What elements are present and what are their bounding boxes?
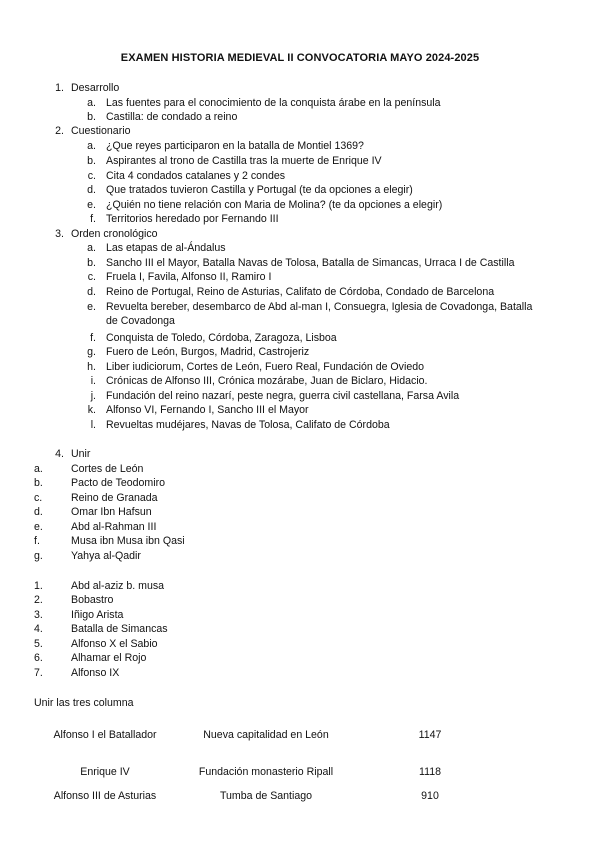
list-item: Revuelta bereber, desembarco de Abd al-man I, Consuegra, Iglesia de Covadonga, Batalla <box>106 301 533 313</box>
three-columns-heading: Unir las tres columna <box>34 697 134 709</box>
column-1-cell: Enrique IV <box>80 766 130 778</box>
list-item-marker: c. <box>87 170 96 182</box>
list-item-marker: f. <box>90 332 96 344</box>
list-item-marker: d. <box>87 184 96 196</box>
list-item: Fuero de León, Burgos, Madrid, Castrojeriz <box>106 346 310 358</box>
list-item: Las fuentes para el conocimiento de la conquista árabe en la península <box>106 97 441 109</box>
list-item-marker: k. <box>87 404 96 416</box>
list-item: Crónicas de Alfonso III, Crónica mozárabe, Juan de Biclaro, Hidacio. <box>106 375 428 387</box>
match-letter-item: Reino de Granada <box>71 492 158 504</box>
list-item-marker: i. <box>90 375 96 387</box>
match-number-marker: 2. <box>34 594 43 606</box>
match-letter-marker: a. <box>34 463 43 475</box>
match-letter-item: Yahya al-Qadir <box>71 550 141 562</box>
list-item-marker: e. <box>87 301 96 313</box>
match-number-item: Iñigo Arista <box>71 609 124 621</box>
match-letter-item: Pacto de Teodomiro <box>71 477 166 489</box>
list-item-marker: b. <box>87 111 96 123</box>
section-4-heading: Unir <box>71 448 91 460</box>
list-item-marker: f. <box>90 213 96 225</box>
list-item: Fundación del reino nazarí, peste negra, guerra civil castellana, Farsa Avila <box>106 390 460 402</box>
match-letter-marker: b. <box>34 477 43 489</box>
list-item: Castilla: de condado a reino <box>106 111 238 123</box>
column-3-cell: 1147 <box>418 729 442 741</box>
match-letter-marker: g. <box>34 550 43 562</box>
match-letter-marker: d. <box>34 506 43 518</box>
match-letter-marker: c. <box>34 492 43 504</box>
list-item: ¿Que reyes participaron en la batalla de Montiel 1369? <box>106 140 364 152</box>
match-number-item: Batalla de Simancas <box>71 623 168 635</box>
column-2-cell: Tumba de Santiago <box>219 790 313 802</box>
match-number-marker: 3. <box>34 609 43 621</box>
section-4-number: 4. <box>55 448 64 460</box>
column-2-cell: Nueva capitalidad en León <box>203 729 329 741</box>
list-item: Revueltas mudéjares, Navas de Tolosa, Califato de Córdoba <box>106 419 390 431</box>
match-number-marker: 5. <box>34 638 43 650</box>
page-title: EXAMEN HISTORIA MEDIEVAL II CONVOCATORIA MAYO 2024-2025 <box>120 52 480 64</box>
match-letter-marker: f. <box>34 535 40 547</box>
list-item: Las etapas de al-Ándalus <box>106 242 226 254</box>
match-letter-item: Musa ibn Musa ibn Qasi <box>71 535 185 547</box>
list-item-marker: l. <box>90 419 96 431</box>
list-item: Aspirantes al trono de Castilla tras la muerte de Enrique IV <box>106 155 382 167</box>
match-number-marker: 4. <box>34 623 43 635</box>
section-3-heading: Orden cronológico <box>71 228 158 240</box>
column-3-cell: 1118 <box>419 766 441 778</box>
match-number-item: Abd al-aziz b. musa <box>71 580 165 592</box>
list-item: Cita 4 condados catalanes y 2 condes <box>106 170 286 182</box>
match-number-item: Alhamar el Rojo <box>71 652 147 664</box>
list-item: ¿Quién no tiene relación con Maria de Molina? (te da opciones a elegir) <box>106 199 443 211</box>
list-item-marker: a. <box>87 140 96 152</box>
list-item-marker: a. <box>87 242 96 254</box>
section-2-number: 2. <box>55 125 64 137</box>
match-letter-item: Abd al-Rahman III <box>71 521 157 533</box>
list-item-continuation: de Covadonga <box>106 315 175 327</box>
section-3-number: 3. <box>55 228 64 240</box>
list-item: Territorios heredado por Fernando III <box>106 213 279 225</box>
match-number-item: Bobastro <box>71 594 114 606</box>
list-item: Sancho III el Mayor, Batalla Navas de Tolosa, Batalla de Simancas, Urraca I de Castilla <box>106 257 515 269</box>
column-1-cell: Alfonso III de Asturias <box>53 790 157 802</box>
match-number-marker: 6. <box>34 652 43 664</box>
list-item-marker: b. <box>87 155 96 167</box>
match-letter-item: Omar Ibn Hafsun <box>71 506 152 518</box>
list-item-marker: e. <box>87 199 96 211</box>
list-item-marker: h. <box>87 361 96 373</box>
list-item: Liber iudiciorum, Cortes de León, Fuero Real, Fundación de Oviedo <box>106 361 424 373</box>
section-1-heading: Desarrollo <box>71 82 120 94</box>
match-number-item: Alfonso X el Sabio <box>71 638 158 650</box>
list-item: Alfonso VI, Fernando I, Sancho III el Mayor <box>106 404 309 416</box>
list-item-marker: j. <box>90 390 96 402</box>
list-item-marker: c. <box>87 271 96 283</box>
list-item: Fruela I, Favila, Alfonso II, Ramiro I <box>106 271 272 283</box>
column-3-cell: 910 <box>421 790 439 802</box>
section-2-heading: Cuestionario <box>71 125 131 137</box>
list-item-marker: b. <box>87 257 96 269</box>
match-number-item: Alfonso IX <box>71 667 120 679</box>
column-2-cell: Fundación monasterio Ripall <box>198 766 334 778</box>
list-item-marker: g. <box>87 346 96 358</box>
match-number-marker: 1. <box>34 580 43 592</box>
match-letter-marker: e. <box>34 521 43 533</box>
list-item: Que tratados tuvieron Castilla y Portugal (te da opciones a elegir) <box>106 184 413 196</box>
section-1-number: 1. <box>55 82 64 94</box>
list-item: Conquista de Toledo, Córdoba, Zaragoza, Lisboa <box>106 332 337 344</box>
list-item: Reino de Portugal, Reino de Asturias, Califato de Córdoba, Condado de Barcelona <box>106 286 495 298</box>
match-number-marker: 7. <box>34 667 43 679</box>
list-item-marker: d. <box>87 286 96 298</box>
match-letter-item: Cortes de León <box>71 463 144 475</box>
column-1-cell: Alfonso I el Batallador <box>53 729 157 741</box>
list-item-marker: a. <box>87 97 96 109</box>
